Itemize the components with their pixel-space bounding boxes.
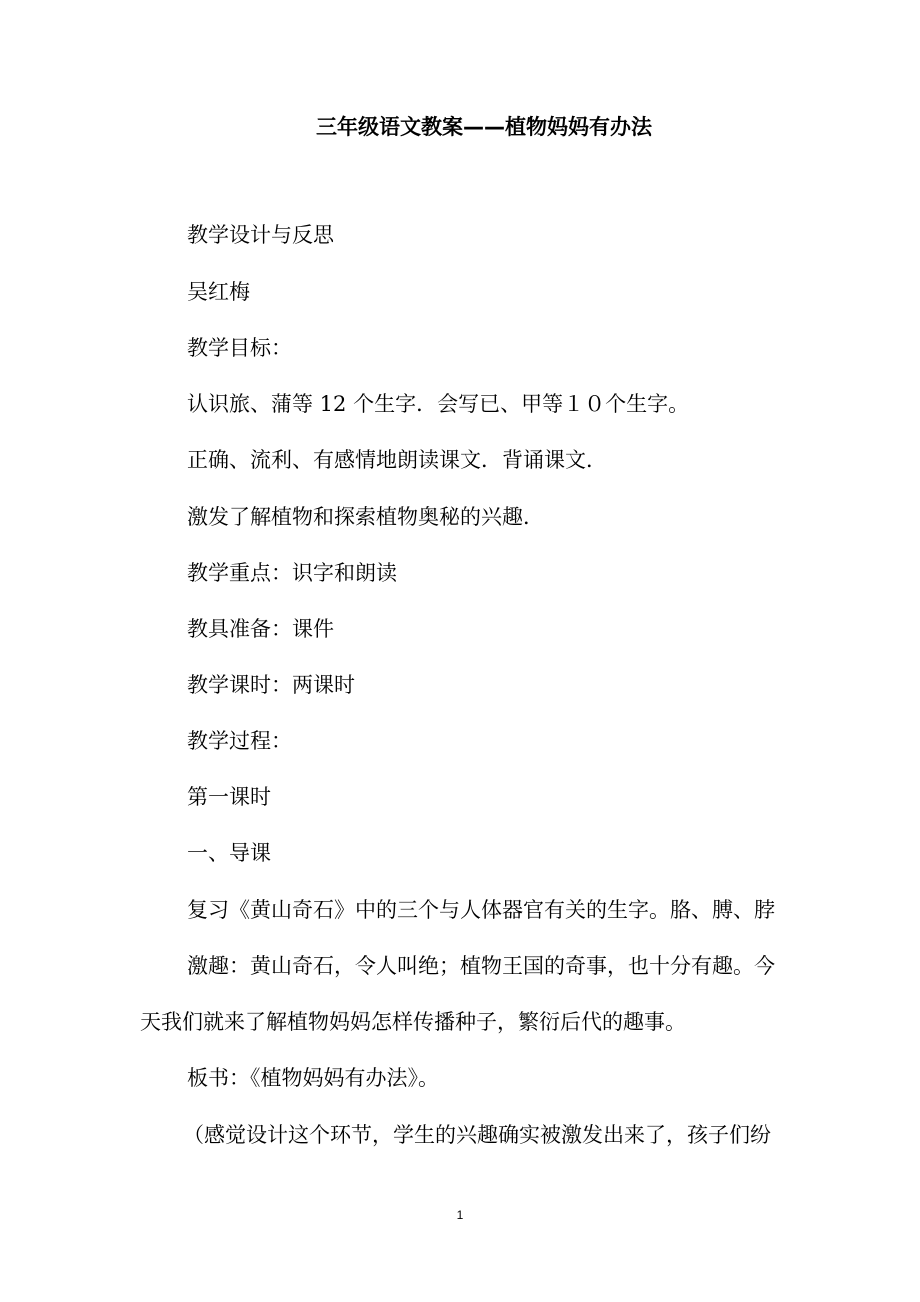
paragraph-motivation: 激趣：黄山奇石，令人叫绝；植物王国的奇事，也十分有趣。今	[187, 954, 775, 978]
document-title: 三年级语文教案——植物妈妈有办法	[316, 115, 652, 139]
author-name: 吴红梅	[187, 280, 250, 304]
objective-line-1: 认识旅、蒲等 12 个生字．会写已、甲等１０个生字。	[187, 392, 690, 416]
subtitle-design-reflection: 教学设计与反思	[187, 223, 334, 247]
teaching-hours: 教学课时：两课时	[187, 673, 355, 697]
first-lesson-heading: 第一课时	[187, 785, 271, 809]
paragraph-reflection-note: （感觉设计这个环节，学生的兴趣确实被激发出来了，孩子们纷	[183, 1123, 771, 1147]
section-introduction-heading: 一、导课	[187, 841, 271, 865]
objective-line-3: 激发了解植物和探索植物奥秘的兴趣．	[187, 505, 544, 529]
paragraph-blackboard: 板书：《植物妈妈有办法》。	[187, 1066, 439, 1090]
paragraph-review: 复习《黄山奇石》中的三个与人体器官有关的生字。胳、膊、脖	[187, 898, 775, 922]
teaching-focus: 教学重点：识字和朗读	[187, 561, 397, 585]
page-number: 1	[456, 1208, 464, 1222]
teaching-objectives-heading: 教学目标：	[187, 336, 292, 360]
teaching-process-heading: 教学过程：	[187, 729, 292, 753]
paragraph-motivation-continued: 天我们就来了解植物妈妈怎样传播种子，繁衍后代的趣事。	[140, 1010, 686, 1034]
teaching-materials: 教具准备：课件	[187, 617, 334, 641]
objective-line-2: 正确、流利、有感情地朗读课文．背诵课文．	[187, 448, 607, 472]
